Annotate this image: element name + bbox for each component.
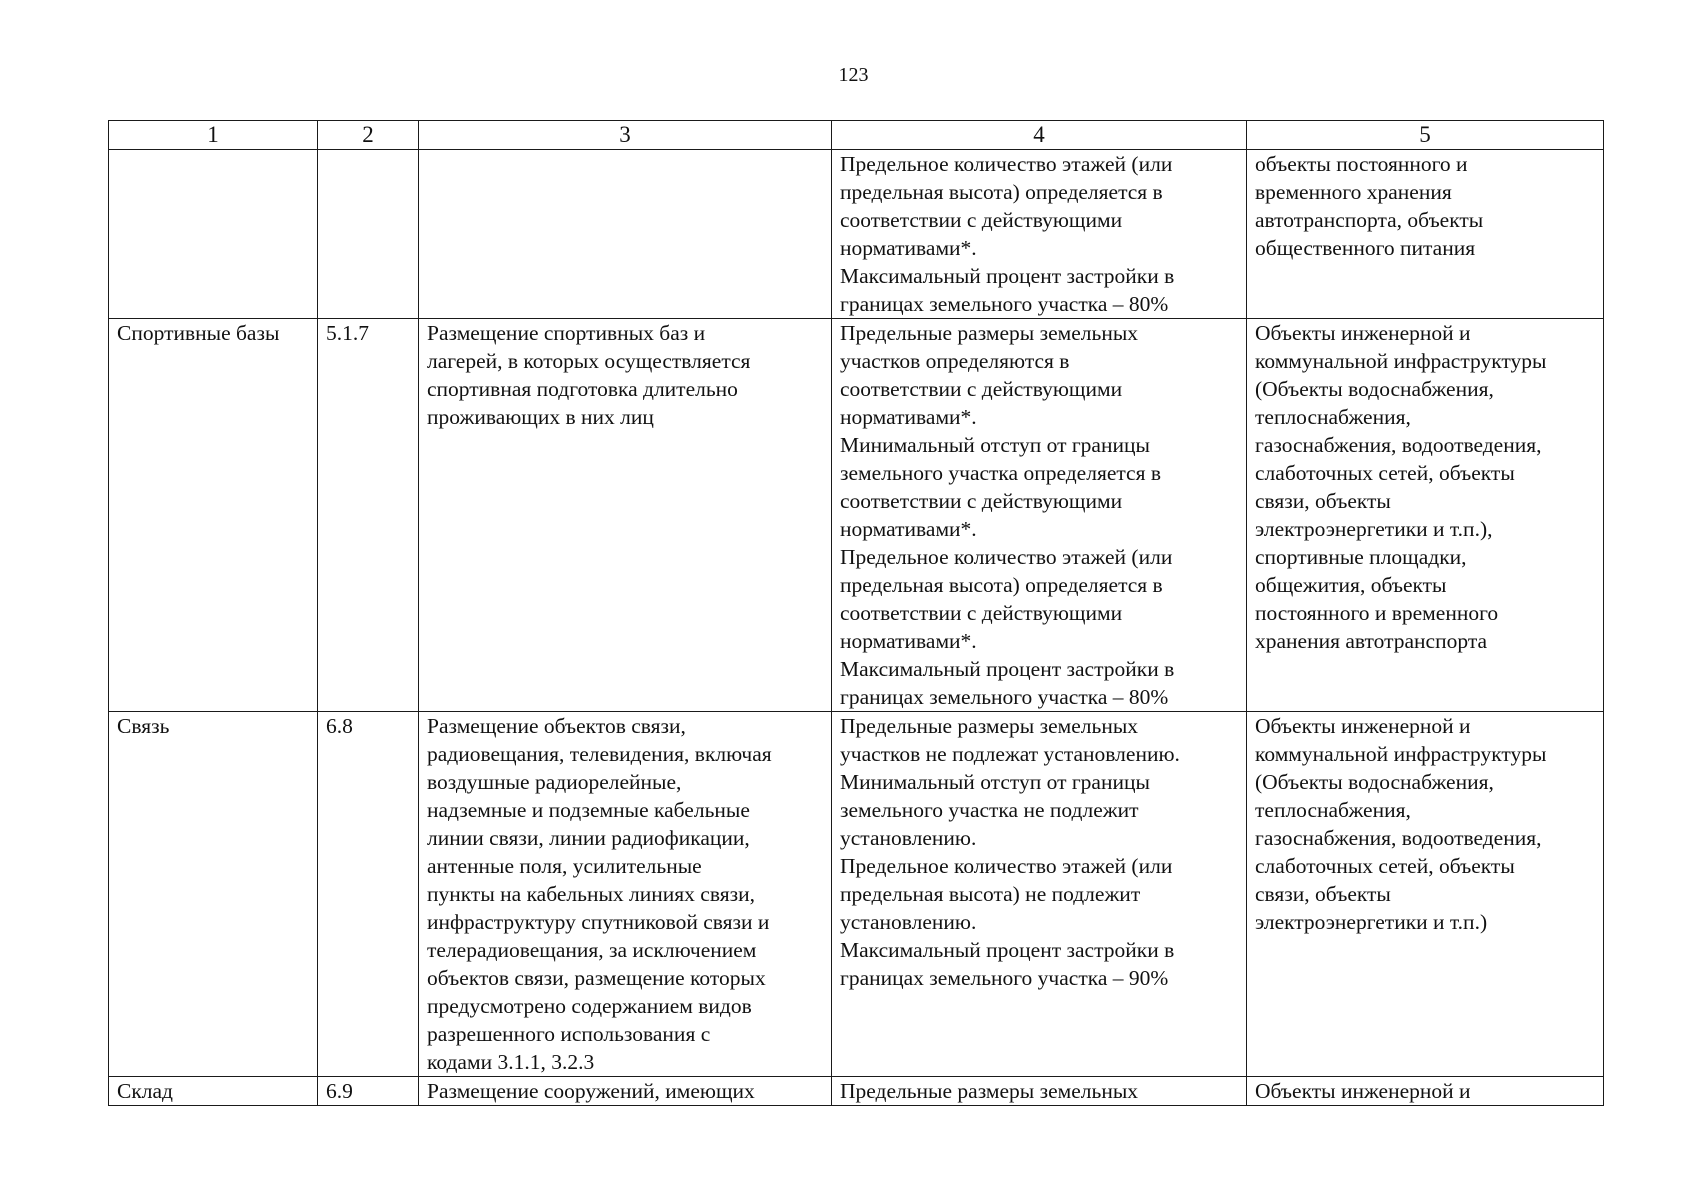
use-name-cell: Связь	[109, 712, 318, 1077]
parameters-cell: Предельные размеры земельных участков определяются в соответствии с действующими нормативами*. Минимальный отступ от границы земельного участка определяется в соответствии с действующими нормативами*. Предельное количество этажей (или предельная высота) определяется в соответствии с действующими нормативами*. Максимальный процент застройки в границах земельного участка – 80%	[832, 319, 1247, 712]
use-name-cell: Спортивные базы	[109, 319, 318, 712]
page-number: 123	[838, 64, 869, 86]
auxiliary-uses-cell: объекты постоянного и временного хранения автотранспорта, объекты общественного питания	[1247, 150, 1604, 319]
table-row	[109, 712, 1604, 1077]
column-header-4: 4	[832, 121, 1247, 150]
zoning-table	[108, 120, 1604, 1106]
use-code-cell: 6.9	[318, 1077, 419, 1106]
table-row	[109, 150, 1604, 319]
column-header-2: 2	[318, 121, 419, 150]
parameters-cell: Предельные размеры земельных	[832, 1077, 1247, 1106]
use-code-cell: 5.1.7	[318, 319, 419, 712]
use-description-cell	[419, 150, 832, 319]
use-description-cell: Размещение спортивных баз и лагерей, в которых осуществляется спортивная подготовка длительно проживающих в них лиц	[419, 319, 832, 712]
use-description-cell: Размещение сооружений, имеющих	[419, 1077, 832, 1106]
table-header-row	[109, 121, 1604, 150]
parameters-cell: Предельные размеры земельных участков не подлежат установлению. Минимальный отступ от границы земельного участка не подлежит установлению. Предельное количество этажей (или предельная высота) не подлежит установлению. Максимальный процент застройки в границах земельного участка – 90%	[832, 712, 1247, 1077]
column-header-3: 3	[419, 121, 832, 150]
use-description-cell: Размещение объектов связи, радиовещания, телевидения, включая воздушные радиорелейные, надземные и подземные кабельные линии связи, линии радиофикации, антенные поля, усилительные пункты на кабельных линиях связи, инфраструктуру спутниковой связи и телерадиовещания, за исключением объектов связи, размещение которых предусмотрено содержанием видов разрешенного использования с кодами 3.1.1, 3.2.3	[419, 712, 832, 1077]
use-name-cell	[109, 150, 318, 319]
table-row	[109, 319, 1604, 712]
column-header-1: 1	[109, 121, 318, 150]
auxiliary-uses-cell: Объекты инженерной и	[1247, 1077, 1604, 1106]
use-code-cell: 6.8	[318, 712, 419, 1077]
use-name-cell: Склад	[109, 1077, 318, 1106]
auxiliary-uses-cell: Объекты инженерной и коммунальной инфраструктуры (Объекты водоснабжения, теплоснабжения, газоснабжения, водоотведения, слаботочных сетей, объекты связи, объекты электроэнергетики и т.п.), спортивные площадки, общежития, объекты постоянного и временного хранения автотранспорта	[1247, 319, 1604, 712]
parameters-cell: Предельное количество этажей (или предельная высота) определяется в соответствии с действующими нормативами*. Максимальный процент застройки в границах земельного участка – 80%	[832, 150, 1247, 319]
auxiliary-uses-cell: Объекты инженерной и коммунальной инфраструктуры (Объекты водоснабжения, теплоснабжения, газоснабжения, водоотведения, слаботочных сетей, объекты связи, объекты электроэнергетики и т.п.)	[1247, 712, 1604, 1077]
table-row	[109, 1077, 1604, 1106]
column-header-5: 5	[1247, 121, 1604, 150]
use-code-cell	[318, 150, 419, 319]
